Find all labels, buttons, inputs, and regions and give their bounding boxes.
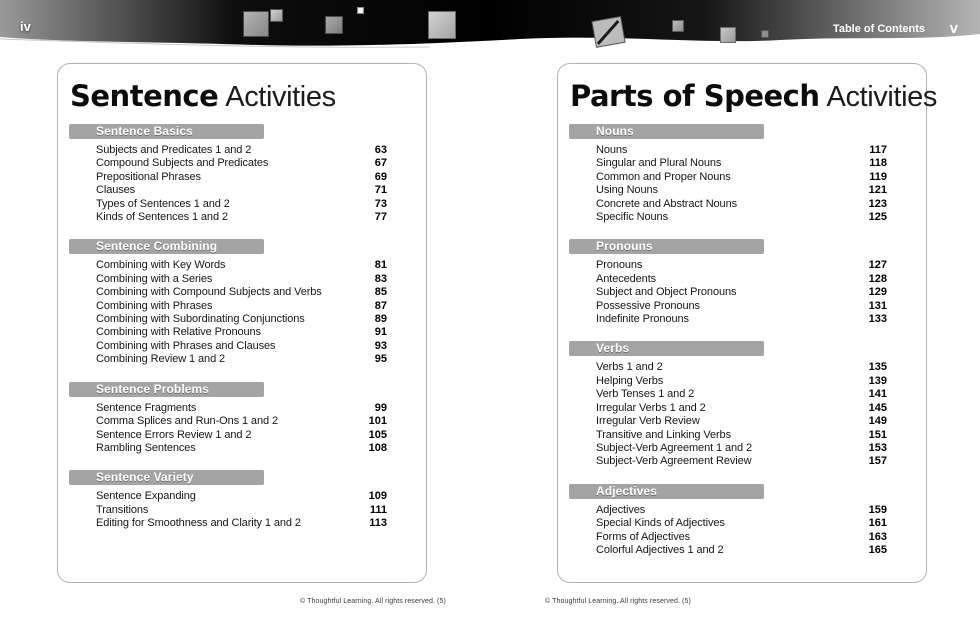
toc-entry-label: Comma Splices and Run-Ons 1 and 2 [96,415,278,428]
toc-entry [96,326,387,339]
toc-entry [96,300,387,313]
toc-section [569,239,915,326]
toc-entry-label: Subject-Verb Agreement Review [596,455,752,468]
toc-entry [596,429,887,442]
toc-section [569,124,915,224]
toc-entry-page-number: 141 [868,388,887,401]
copyright-footer-left: © Thoughtful Learning. All rights reserved. (5) [300,598,446,605]
toc-sections [569,124,915,557]
toc-entry-page-number: 127 [868,259,887,272]
section-heading-bar: Pronouns [569,239,764,254]
toc-entry [96,429,387,442]
toc-entry-label: Adjectives [596,503,646,516]
toc-entry-label: Compound Subjects and Predicates [96,157,269,170]
toc-entry [596,198,887,211]
page-title [570,78,937,115]
toc-entry-page-number: 139 [868,374,887,387]
toc-entry [596,531,887,544]
toc-entry-label: Singular and Plural Nouns [596,157,722,170]
toc-entry-page-number: 153 [868,441,887,454]
toc-entry-list [96,144,387,224]
toc-entry [96,504,387,517]
toc-entry [96,442,387,455]
toc-entry-label: Rambling Sentences [96,441,196,454]
page-title-accent: Parts of Speech [570,79,820,113]
toc-entry-page-number: 131 [868,299,887,312]
toc-entry-page-number: 109 [368,490,387,503]
toc-entry-label: Combining with Phrases [96,299,213,312]
toc-entry-page-number: 71 [374,184,387,197]
toc-entry [96,517,387,530]
toc-entry-list [96,259,387,366]
toc-entry-label: Sentence Expanding [96,490,196,503]
toc-entry [596,544,887,557]
toc-entry-label: Editing for Smoothness and Clarity 1 and 2 [96,517,301,530]
toc-entry-label: Possessive Pronouns [596,299,700,312]
toc-entry [596,300,887,313]
toc-entry [596,286,887,299]
toc-entry-page-number: 125 [868,211,887,224]
top-banner [0,0,980,52]
toc-entry-label: Subject-Verb Agreement 1 and 2 [596,441,752,454]
toc-section [569,484,915,558]
toc-entry [96,353,387,366]
toc-entry-page-number: 73 [374,197,387,210]
toc-entry-page-number: 91 [374,326,387,339]
toc-entry [596,361,887,374]
section-heading-bar: Adjectives [569,484,764,499]
toc-entry-label: Antecedents [596,272,657,285]
toc-entry-page-number: 119 [869,170,887,183]
toc-entry-label: Prepositional Phrases [96,170,201,183]
toc-entry-page-number: 157 [868,455,887,468]
toc-entry-page-number: 101 [368,415,387,428]
toc-entry [596,157,887,170]
toc-entry [596,211,887,224]
toc-entry-page-number: 149 [868,415,887,428]
toc-entry-label: Combining with Key Words [96,259,226,272]
toc-entry [96,259,387,272]
section-heading-bar: Sentence Combining [69,239,264,254]
toc-entry [596,517,887,530]
toc-page-sentence [57,63,427,583]
toc-entry-label: Combining with a Series [96,272,213,285]
toc-entry-label: Using Nouns [596,184,658,197]
toc-entry [596,402,887,415]
toc-entry [596,388,887,401]
toc-entry-label: Concrete and Abstract Nouns [596,197,737,210]
section-heading-bar: Sentence Variety [69,470,264,485]
toc-entry-label: Subject and Object Pronouns [596,286,737,299]
toc-entry-label: Colorful Adjectives 1 and 2 [596,543,724,556]
toc-section [569,341,915,468]
toc-entry-page-number: 128 [868,272,887,285]
toc-entry-label: Pronouns [596,259,643,272]
toc-entry-page-number: 145 [868,401,887,414]
toc-entry-page-number: 93 [374,339,387,352]
toc-entry-label: Nouns [596,144,628,156]
toc-entry [596,184,887,197]
toc-entry-label: Special Kinds of Adjectives [596,517,725,530]
toc-entry-list [596,504,887,558]
toc-entry [96,415,387,428]
page-title [70,78,415,115]
toc-entry-label: Verbs 1 and 2 [596,361,663,374]
toc-entry-page-number: 163 [868,530,887,543]
toc-entry-page-number: 81 [374,259,387,272]
toc-entry-label: Transitions [96,503,149,516]
toc-entry-page-number: 123 [868,197,887,210]
toc-entry-page-number: 117 [869,144,887,156]
toc-entry-page-number: 105 [368,428,387,441]
section-heading-bar: Nouns [569,124,764,139]
toc-entry [96,286,387,299]
toc-entry-page-number: 85 [374,286,387,299]
toc-entry-page-number: 133 [868,313,887,326]
toc-entry [596,375,887,388]
toc-entry-page-number: 77 [374,211,387,224]
toc-entry-label: Sentence Fragments [96,401,197,414]
toc-entry [96,171,387,184]
toc-entry [96,340,387,353]
header-section-label: Table of Contents [832,23,925,35]
toc-entry-page-number: 99 [374,401,387,414]
toc-entry [96,184,387,197]
decor-square [428,11,456,39]
toc-entry-page-number: 151 [868,428,887,441]
toc-entry-page-number: 111 [369,503,387,516]
toc-entry [596,144,887,157]
toc-entry-list [596,144,887,224]
toc-entry [596,442,887,455]
toc-entry [596,171,887,184]
toc-entry-label: Irregular Verb Review [596,415,700,428]
toc-entry [596,273,887,286]
toc-entry-label: Irregular Verbs 1 and 2 [596,401,706,414]
toc-entry [96,211,387,224]
toc-section [69,124,415,224]
toc-entry-page-number: 108 [368,441,387,454]
toc-page-parts-of-speech [557,63,937,583]
toc-entry [96,402,387,415]
toc-section [69,239,415,366]
toc-entry-list [96,490,387,530]
toc-entry-label: Forms of Adjectives [596,530,691,543]
toc-entry-page-number: 165 [868,543,887,556]
toc-entry-list [596,259,887,326]
toc-entry-label: Combining with Relative Pronouns [96,326,261,339]
toc-entry-page-number: 159 [868,503,887,516]
toc-entry [596,415,887,428]
toc-entry-list [596,361,887,468]
section-heading-bar: Sentence Basics [69,124,264,139]
decor-dot [357,7,364,14]
toc-section [69,470,415,530]
toc-entry-label: Kinds of Sentences 1 and 2 [96,211,228,224]
toc-entry-label: Subjects and Predicates 1 and 2 [96,144,252,156]
toc-entry [596,259,887,272]
toc-entry-label: Sentence Errors Review 1 and 2 [96,428,252,441]
toc-entry-list [96,402,387,456]
page-title-rest: Activities [826,81,937,113]
toc-entry [596,455,887,468]
copyright-footer-right: © Thoughtful Learning. All rights reserved. (5) [545,598,691,605]
toc-entry [96,273,387,286]
section-heading-bar: Verbs [569,341,764,356]
toc-entry-label: Clauses [96,184,136,197]
decor-square [761,30,769,38]
decor-square [325,16,343,34]
toc-section [69,382,415,456]
decor-note-icon [586,12,630,52]
toc-entry-page-number: 113 [369,517,387,530]
toc-entry-page-number: 121 [868,184,887,197]
toc-entry-page-number: 135 [868,361,887,374]
toc-entry-label: Combining with Compound Subjects and Verbs [96,286,322,299]
toc-entry [96,144,387,157]
toc-entry [96,198,387,211]
toc-entry-page-number: 118 [869,157,887,170]
decor-square [720,27,736,43]
header-page-number-right: v [949,20,958,37]
toc-entry-page-number: 87 [374,299,387,312]
toc-entry-label: Specific Nouns [596,211,668,224]
toc-entry-label: Transitive and Linking Verbs [596,428,731,441]
toc-entry-page-number: 161 [868,517,887,530]
toc-entry-label: Combining with Phrases and Clauses [96,339,276,352]
decor-square [270,9,283,22]
toc-entry-label: Combining with Subordinating Conjunctions [96,313,305,326]
decor-square [243,11,269,37]
toc-entry-page-number: 95 [374,353,387,366]
section-heading-bar: Sentence Problems [69,382,264,397]
toc-entry [596,504,887,517]
toc-entry [96,157,387,170]
toc-entry [96,490,387,503]
toc-entry-label: Types of Sentences 1 and 2 [96,197,230,210]
toc-entry [596,313,887,326]
toc-entry-label: Indefinite Pronouns [596,313,689,326]
toc-entry-label: Common and Proper Nouns [596,170,731,183]
toc-sections [69,124,415,531]
page-title-accent: Sentence [70,79,219,113]
toc-entry-label: Helping Verbs [596,374,664,387]
toc-entry-page-number: 69 [374,170,387,183]
toc-entry-page-number: 129 [868,286,887,299]
header-page-number-left: iv [20,19,31,34]
toc-entry [96,313,387,326]
toc-entry-label: Combining Review 1 and 2 [96,353,226,366]
toc-entry-label: Verb Tenses 1 and 2 [596,388,695,401]
decor-square [672,20,684,32]
toc-entry-page-number: 63 [374,144,387,156]
toc-entry-page-number: 89 [374,313,387,326]
page-title-rest: Activities [225,81,336,113]
toc-entry-page-number: 67 [374,157,387,170]
toc-entry-page-number: 83 [374,272,387,285]
